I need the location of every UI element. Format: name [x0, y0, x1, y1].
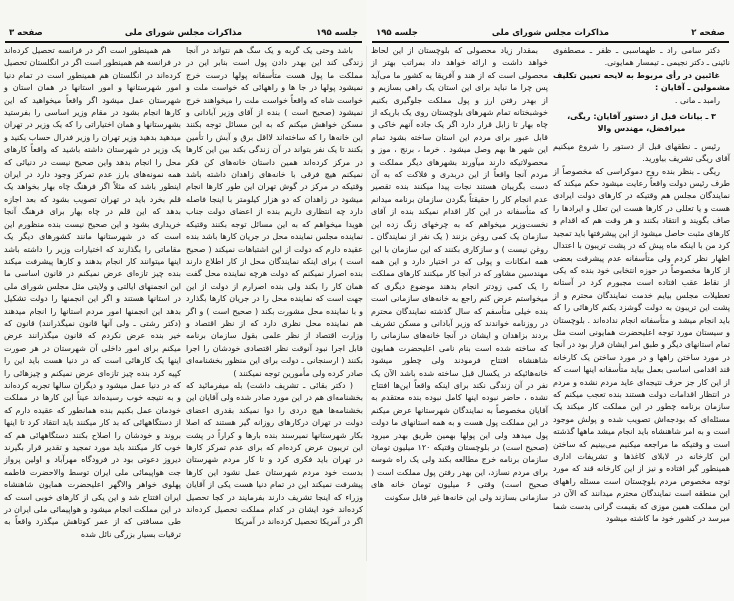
page-number: صفحه ۳ — [9, 28, 43, 38]
section-heading: ۳ ـ بیانات قبل از دستور آقایان: ریگی، میرافضل، مهندس والا — [567, 112, 716, 134]
right-page — [367, 0, 734, 601]
paragraph: بمقدار زیاد محصولی که بلوچستان از این لحاظ خواهد داشت و ارائه خواهد داد بمراتب بهتر از محصولی است که از هند و آفریقا به کشور ما می‌آید پس چرا ما نباید برای این استان یک راهی بسازیم و از بهدر رفتن ارز و پول مملکت جلوگیری بکنیم خوشبختانه تمام شهرهای بلوچستان روی یک باریکه از چاه بهار تا زابل قرار دارد اگر یک جاده آنهم خاکی و قابل عبور برای مردم این استان ساخته بشود تمام این شهر ها بهم وصل میشود . خرما ، برنج ، موز و محصولاتیکه دارند میآورند بشهرهای دیگر مملکت و مردم آنجا واقعاً از این دربدری و فلاکت که به آن دست بگریبان هستند نجات پیدا میکنند بنده تقصیر عدم انجام کار را حقیقتاً بگردن سازمان برنامه میدانم که متأسفانه در این کار اقدام نمیکند بنده از آقای نخست‌وزیر میخواهم که به چرخهای زنگ زده این سازمان یک کمی روغن بزنند ( یک نفر از نمایندگان ـ روغن نیست ) و سازکاری بکنند که این سازمان با این همه امکانات و پولی که در اختیار دارد و این همه مهندسین مشاور که در آنجا کار میکنند کارهای مملکت را یک کمی زودتر انجام بدهند موضوع دیگری که میخواستم عرض کنم راجع به خانه‌های سازمانی است بنده خیلی متأسفم که سال گذشته نمایندگان محترم در روزنامه خواندند که وزیر آبادانی و مسکن تشریف بردند بزاهدان و ایشان در آنجا خانه‌های سازمانی را که ساخته شده است بنام نامی اعلیحضرت همایون شاهنشاه افتتاح فرمودند ولی چطور میشود خانه‌هائیکه در یکسال قبل ساخته شده باشد الآن یک نفر در آن زندگی نکند برای اینکه واقعاً این‌ها افتتاح نشده ، حاضر نبوده اینها کامل نبوده بنده معتقدم به آقایان مخصوصاً به نمایندگان شهرستانها عرض میکنم در این مملکت پول هست و به همه استانهای ما دولت پول میدهد ولی این پولها بهمین طریق بهدر میرود (صحیح است) در بلوچستان وقتیکه ۱۲۰ میلیون تومان سازمان برنامه خرج مطالعه بکند ولی یک راه شوسه برای مردم نسازد، این بهدر رفتن پول مملکت است ( صحیح است) وقتی ۶ میلیون تومان خانه های سازمانی بسازند ولی این خانه‌ها غیر قابل سکونت — [371, 46, 548, 502]
running-title: مذاکرات مجلس شورای ملی — [124, 28, 243, 38]
page-header — [5, 27, 362, 43]
session-number: جلسه ۱۹۵ — [376, 28, 418, 38]
session-number: جلسه ۱۹۵ — [316, 28, 358, 38]
text-column-right — [553, 45, 730, 525]
page-number: صفحه ۲ — [691, 28, 725, 38]
page-header — [372, 27, 729, 43]
running-title: مذاکرات مجلس شورای ملی — [491, 28, 610, 38]
text-column-right — [186, 45, 363, 529]
paragraph: باشد وحتی یک گربه و یک سگ هم نتواند در آنجا زندگی کند این بهدر دادن پول است بنابر این در مملکت ما پول هست متأسفانه پولها درست خرج نمیشود پولها در جا ها و راههائی که خواست ملت و خواست شاه که واقعاً خواست ملت را میخواهند خرج نمیشود (صحیح است ) بنده از آقای وزیر آبادانی و مسکن خواهش میکنم که به این مسائل توجه بکنند این خانه‌ها را که ساخته‌اند لااقل برق و آبش را تأمین بکنند تا یک نفر بتواند در آن زندگی بکند بین این کارها در مرکز کرده‌اند همین داستان خانه‌های کن فکر نمیکنم هیچ فرقی با خانه‌های زاهدان داشته باشد وقتیکه در مرکز در گوش تهران این طور کارها انجام میشود در زاهدان که دو هزار کیلومتر با اینجا فاصله دارد چه انتظاری داریم بنده از اعضای دولت جناب هویدا میخواهم که به این مسائل توجه بکنند وقتیکه نماینده مجلس نماینده محل در جریان کارها باشد بنده عقیده دارم که دولت از این اشتباهات نمیکند ( صحیح است ) برای اینکه نمایندگان محل از کار اطلاع دارند بنده اصرار نمیکنم که دولت هرچه نماینده محل گفت همان کار را بکند ولی بنده اصرارم از دولت از این جهت است که نماینده محل را در جریان کارها بگذارد و با نماینده محل مشورت بکند ( صحیح است ) و اگر هم نماینده محل نظری دارد که از نظر اقتصاد و وزارت اقتصاد از نظر علمی بقول سازمان برنامه قابل اجرا نبود آنوقت نظر اقتصادی خودشان را اجرا بکنند ( ارسنجانی ـ دولت برای این منظور بخشنامه‌ای صادر کرده ولی مأمورین توجه نمیکنند ) — [186, 46, 363, 378]
paragraph: هم همینطور است اگر در فرانسه تحصیل کرده‌اند در فرانسه هم همینطور است اگر در انگلستان تحصیل کرده‌اند در انگلستان هم همینطور است در تمام دنیا امور شهرستانها و امور استانها در همان استان و شهرستان عمل میشود اگر واقعاً میخواهید که این کارها انجام بشود در مقام وزیر اساسی را بفرستید بشهرستانها و همان اختیاراتی را که یک وزیر در تهران میدهید بدهید وزیر تهران را وزیر فدرال حساب بکنید و یک وزیر در شهرستان داشته باشید که واقعاً کارهای محل را انجام بدهد واین صحیح نیست در دنیائی که همه نمونه‌های بارز عدم تمرکز وجود دارد در ایران اینطور باشد که مثلاً اگر فرهنگ چاه بهار بخواهد یک قلم بخرد باید در تهران تصویب بشود که بعد اجازه بدهد که این قلم در چاه بهار برای فرهنگ آنجا خریداری بشود و این صحیح نیست بنده منظورم این است که در شهرستانها مانند کشورهای دیگر یک مقاماتی را بگذارند که اختیارات وزیر را داشته باشد اینها میتوانند کار انجام بدهند و کارها پیشرفت میکند بنده چیز تازه‌ای عرض نمیکنم در قانون اساسی ما این انجمنهای ایالتی و ولایتی مثل مجلس شورای ملی در استانها هستند و اگر این انجمنها را دولت تشکیل بدهد این انجمنها امور مردم استانها را انجام میدهند (دکتر رشتی ـ ولی آنها قانون نمیگذرانند) قانون که خیر بنده عرض نکردم که قانون میگذرانند عرض میکنم برای امور داخلی آن شهرستان در هر صورت اینها یک کارهائی است که در دنیا هست باید این را کپیه کرد بنده چیز تازه‌ای عرض نمیکنم و چیزهائی را که در دنیا عمل میشود و دیگران سالها تجربه کرده‌اند و به نتیجه خوب رسیده‌اند عیناً این کارها در مملکت خودمان عمل بکنیم بنده همانطور که عقیده دارم که از دستگاههائی که بد کار میکنند باید انتقاد کرد تا اینها بروند و خودشان را اصلاح بکنند دستگاههائی هم که خوب کار میکنند باید مورد تمجید و تقدیر قرار بگیرند دیروز دعوتی بود در فرودگاه مهرآباد و اولین پرواز جت هواپیمائی ملی ایران توسط والاحضرت فاطمه پهلوی خواهر والاگهر اعلیحضرت همایون شاهنشاه ایران افتتاح شد و این یکی از کارهای خوبی است که در این مملکت انجام میشود و هواپیمائی ملی ایران در طی مسافتی که از عمر کوتاهش میگذرد واقعاً به ترقیات بسیار بزرگی نائل شده — [4, 46, 181, 539]
absentees-heading: غائبین در رأی مربوط به لایحه تعیین تکلیف مشمولین ـ آقایان : — [553, 70, 730, 93]
paragraph: رئیس ـ نطقهای قبل از دستور را شروع میکنیم آقای ریگی تشریف بیاورید. — [553, 141, 730, 164]
attendee-names: دکتر سامی راد ـ طهماسبی ـ ظفر ـ مصطفوی نائینی ـ دکتر نجیمی ـ تیمسار همایونی. — [553, 46, 730, 68]
absentee-names: رامبد ـ مانی . — [674, 95, 720, 105]
paragraph: ریگی ـ بنظر بنده روح دموکراسی که مخصوصاً از طرف رئیس دولت واقعاً رعایت میشود حکم میکند که نمایندگان مجلس هم وقتیکه در کارهای دولت ایرادی هست و یا تعللی در کارها هست این تعلل و ایرادها را صاف بگویند و انتقاد بکنند و هر وقت هم که اقدام و کارهای مثبت حاصل میشود از این پیشرفتها باید تمجید کرد من با اینکه ماه پیش که در پشت تریبون با اعتدال اظهار نظر کردم ولی متأسفانه عدم پیشرفت بعضی از کارها مخصوصاً در حوزه انتخابی خود بنده که یکی از نقاط عقب افتاده است مجبورم کرد در آستانه تعطیلات مجلس بیایم خدمت نمایندگان محترم و از پشت این تریبون به دولت گوشزد بکنم کارهائی را که باید انجام میشد و متأسفانه انجام نداده‌اند . بلوچستان و سیستان مورد توجه اعلیحضرت همایونی است مثل تمام استانهای دیگر و طبق امر ایشان قرار بود در آنجا در مورد ساختن راهها و در مورد ساختن یک کارخانه قند اقدامی اساسی بعمل بیاید متأسفانه اینها است که از این کار جز حرف نتیجه‌ای عاید مردم نشده و مردم در انتظار اقدامات دولت هستند بنده تعجب میکنم که سازمان برنامه چطور در این مملکت کار میکند یک مسئله‌ای که بودجه‌اش تصویب شده و پولش موجود است و به امر شاهنشاه باید انجام میشد ماهها گذشته است و وقتیکه ما مراجعه میکنیم می‌بینیم که ساختن این کارخانه در لابلای کاغذها و تشریفات اداری همینطور گیر افتاده و نیز از این کارخانه قند که مورد توجه مخصوص مردم بلوچستان است مسئله راههای این منطقه است نمایندگان محترم میدانند که الآن در این مملکت همین موزی که بقیمت گرانی بدست شما میرسد در کشور خود ما کاشته میشود — [552, 166, 730, 524]
text-column-left — [371, 45, 548, 504]
paragraph: ( دکتر بقائی ـ تشریف داشت) بله میفرمائید که بخشنامه‌ای هم در این مورد صادر شده ولی آقایان این بخشنامه‌ها هیچ دردی را دوا نمیکند بقدری اعضای دولت در تهران درکارهای روزانه گیر هستند که اصلا بکار شهرستانها نمیرسند بنده بارها و کراراً در پشت این تریبون عرض کرده‌ام که برای عدم تمرکز کارها در تهران باید فکری کرد و تا کار مردم شهرستان بدست خود مردم شهرستان عمل نشود این کارها پیشرفت نمیکند این در تمام دنیا هست یکی از آقایان وزراء که اینجا تشریف دارند بفرمایند در کجا تحصیل کرده‌اند خود ایشان در کدام مملکت تحصیل کرده‌اند اگر در آمریکا تحصیل کرده‌اند در آمریکا — [186, 380, 363, 527]
text-column-left — [4, 45, 181, 541]
